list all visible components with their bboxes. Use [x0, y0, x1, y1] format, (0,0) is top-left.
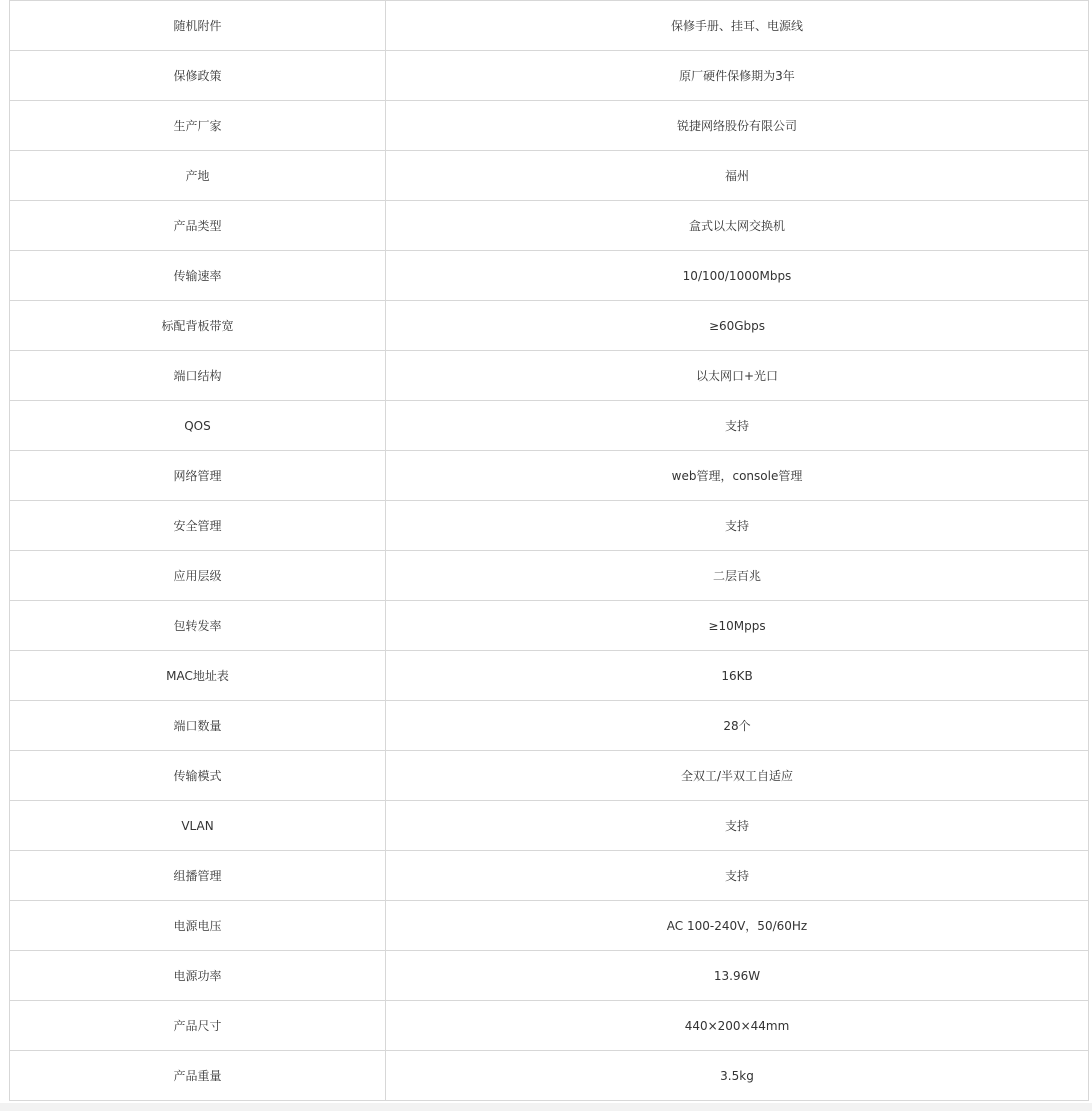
spec-value: 保修手册、挂耳、电源线 [386, 1, 1089, 51]
spec-value: ≥10Mpps [386, 601, 1089, 651]
spec-name: 产品尺寸 [10, 1001, 386, 1051]
table-row [10, 851, 1089, 901]
spec-value: 锐捷网络股份有限公司 [386, 101, 1089, 151]
spec-value: 以太网口+光口 [386, 351, 1089, 401]
spec-name: 产品类型 [10, 201, 386, 251]
spec-name: 端口数量 [10, 701, 386, 751]
table-row [10, 351, 1089, 401]
spec-value: 16KB [386, 651, 1089, 701]
spec-table [9, 0, 1089, 1101]
spec-value: 3.5kg [386, 1051, 1089, 1101]
table-row [10, 251, 1089, 301]
spec-value: 原厂硬件保修期为3年 [386, 51, 1089, 101]
spec-name: 电源功率 [10, 951, 386, 1001]
spec-value: 10/100/1000Mbps [386, 251, 1089, 301]
table-row [10, 501, 1089, 551]
spec-value: 支持 [386, 401, 1089, 451]
spec-name: 标配背板带宽 [10, 301, 386, 351]
table-row [10, 1051, 1089, 1101]
spec-name: 随机附件 [10, 1, 386, 51]
spec-name: 传输模式 [10, 751, 386, 801]
spec-name: 包转发率 [10, 601, 386, 651]
spec-name: 电源电压 [10, 901, 386, 951]
spec-value: 二层百兆 [386, 551, 1089, 601]
spec-value: 盒式以太网交换机 [386, 201, 1089, 251]
spec-name: QOS [10, 401, 386, 451]
table-row [10, 151, 1089, 201]
page-bottom-strip [0, 1103, 1092, 1111]
table-row [10, 401, 1089, 451]
spec-value: web管理，console管理 [386, 451, 1089, 501]
table-row [10, 1, 1089, 51]
spec-value: 支持 [386, 501, 1089, 551]
table-row [10, 901, 1089, 951]
spec-name: 产品重量 [10, 1051, 386, 1101]
spec-name: 传输速率 [10, 251, 386, 301]
spec-value: 支持 [386, 801, 1089, 851]
spec-value: 福州 [386, 151, 1089, 201]
table-row [10, 601, 1089, 651]
spec-value: 支持 [386, 851, 1089, 901]
spec-name: VLAN [10, 801, 386, 851]
spec-table-body [10, 1, 1089, 1101]
spec-value: AC 100-240V，50/60Hz [386, 901, 1089, 951]
spec-value: 全双工/半双工自适应 [386, 751, 1089, 801]
spec-name: 安全管理 [10, 501, 386, 551]
spec-name: 保修政策 [10, 51, 386, 101]
table-row [10, 451, 1089, 501]
table-row [10, 551, 1089, 601]
spec-name: 应用层级 [10, 551, 386, 601]
spec-value: ≥60Gbps [386, 301, 1089, 351]
spec-name: 产地 [10, 151, 386, 201]
spec-name: MAC地址表 [10, 651, 386, 701]
spec-value: 440×200×44mm [386, 1001, 1089, 1051]
spec-value: 13.96W [386, 951, 1089, 1001]
table-row [10, 101, 1089, 151]
spec-name: 生产厂家 [10, 101, 386, 151]
table-row [10, 51, 1089, 101]
table-row [10, 651, 1089, 701]
spec-name: 网络管理 [10, 451, 386, 501]
table-row [10, 801, 1089, 851]
spec-name: 组播管理 [10, 851, 386, 901]
table-row [10, 751, 1089, 801]
spec-value: 28个 [386, 701, 1089, 751]
spec-name: 端口结构 [10, 351, 386, 401]
table-row [10, 1001, 1089, 1051]
table-row [10, 301, 1089, 351]
table-row [10, 951, 1089, 1001]
table-row [10, 201, 1089, 251]
table-row [10, 701, 1089, 751]
